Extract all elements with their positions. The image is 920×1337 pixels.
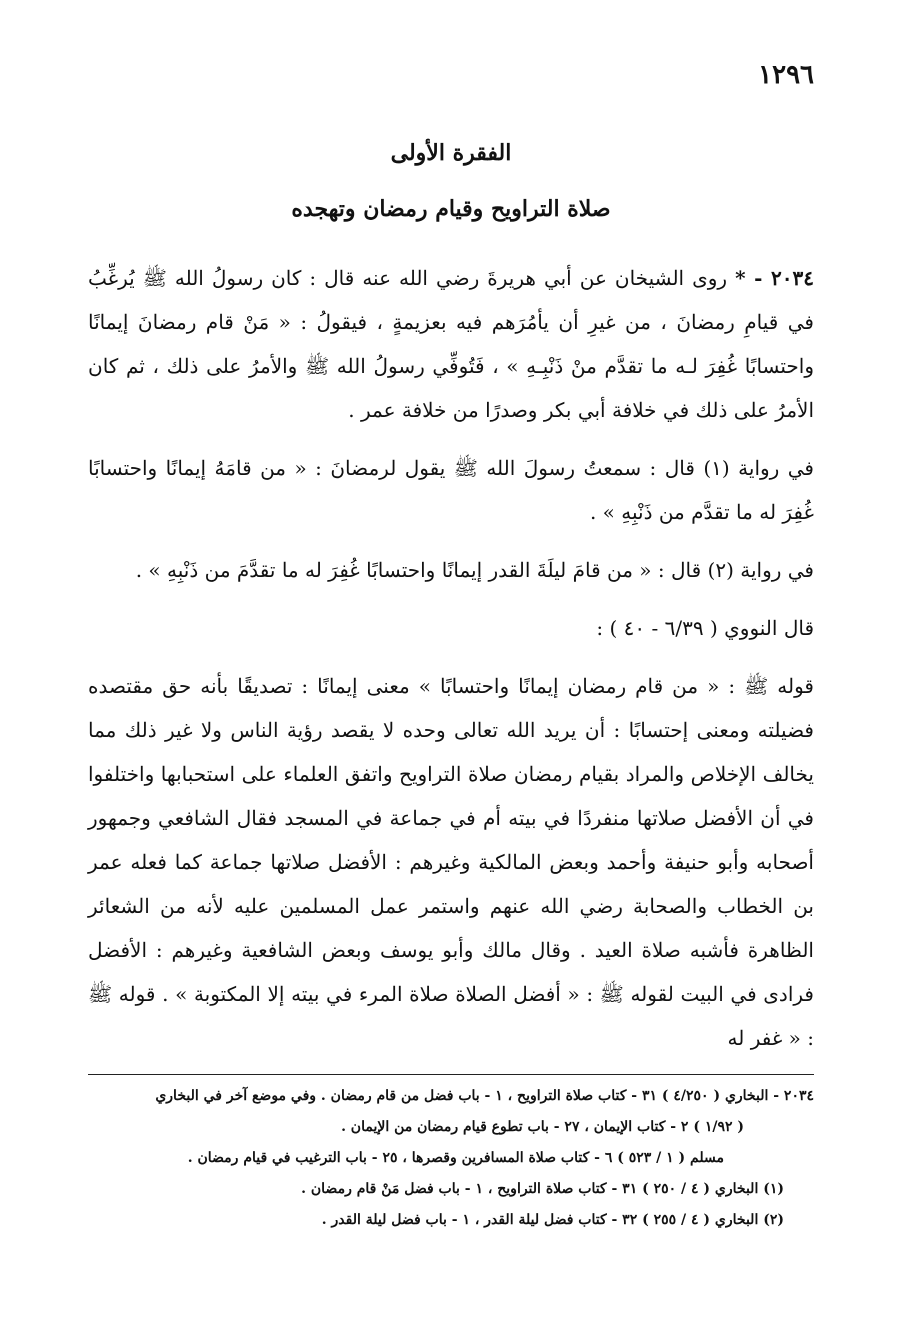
page-number: ١٢٩٦ [758,60,814,90]
riwaya-2: في رواية (٢) قال : « من قامَ ليلَةَ القدر إيمانًا واحتسابًا غُفِرَ له ما تقدَّمَ من ذَنْبِهِ » . [135,558,814,582]
riwaya-1: في رواية (١) قال : سمعتُ رسولَ الله ﷺ يقول لرمضانَ : « من قامَهُ إيمانًا واحتسابًا غُفِرَ له ما تقدَّم من ذَنْبِهِ » . [88,456,814,524]
footnote-2: (٢) البخاري ( ٤ / ٢٥٥ ) ٣٢ - كتاب فضل ليلة القدر ، ١ - باب فضل ليلة القدر . [321,1212,784,1228]
footnote-muslim: مسلم ( ١ / ٥٢٣ ) ٦ - كتاب صلاة المسافرين وقصرها ، ٢٥ - باب الترغيب في قيام رمضان . [187,1150,724,1166]
commentary-paragraph: قوله ﷺ : « من قام رمضان إيمانًا واحتسابًا » معنى إيمانًا : تصديقًا بأنه حق مقتصده فضيلته ومعنى إحتسابًا : أن يريد الله تعالى وحده لا يقصد رؤية الناس ولا غير ذلك مما يخالف الإخلاص والمراد بقيام رمضان صلاة التراويح واتفق العلماء على استحبابها واختلفوا في أن الأفضل صلاتها منفردًا في بيته أم في جماعة في المسجد فقال الشافعي وجمهور أصحابه وأبو حنيفة وأحمد وبعض المالكية وغيرهم : الأفضل صلاتها جماعة كما فعله عمر بن الخطاب والصحابة رضي الله عنهم واستمر عمل المسلمين عليه لأنه من الشعائر الظاهرة فأشبه صلاة العيد . وقال مالك وأبو يوسف وبعض الشافعية وغيرهم : الأفضل فرادى في البيت لقوله ﷺ : « أفضل الصلاة صلاة المرء في بيته إلا المكتوبة » . قوله ﷺ : « غفر له [88,674,814,1050]
section-title: الفقرة الأولى [390,140,512,166]
footnote-1: (١) البخاري ( ٤ / ٢٥٠ ) ٣١ - كتاب صلاة التراويح ، ١ - باب فضل مَنْ قام رمضان . [301,1181,784,1197]
hadith-paragraph [88,256,814,432]
book-page [88,0,814,1337]
section-subtitle: صلاة التراويح وقيام رمضان وتهجده [291,196,611,222]
footnote-main-cont: ( ١/٩٢ ) ٢ - كتاب الإيمان ، ٢٧ - باب تطوع قيام رمضان من الإيمان . [341,1119,744,1135]
footnote-main: ٢٠٣٤ - البخاري ( ٤/٢٥٠ ) ٣١ - كتاب صلاة التراويح ، ١ - باب فضل من قام رمضان . وفي موضع آخر في البخاري [155,1088,814,1104]
hadith-number: ٢٠٣٤ - * [735,266,815,290]
hadith-text: روى الشيخان عن أبي هريرةَ رضي الله عنه قال : كان رسولُ الله ﷺ يُرغِّبُ في قيامِ رمضانَ ، من غيرِ أن يأمُرَهم فيه بعزيمةٍ ، فيقولُ : « مَنْ قام رمضانَ إيمانًا واحتسابًا غُفِرَ لـه ما تقدَّم منْ ذَنْبِـهِ » ، فَتُوفِّي رسولُ الله ﷺ والأمرُ على ذلك ، ثم كان الأمرُ على ذلك في خلافة أبي بكر وصدرًا من خلافة عمر . [88,266,814,422]
main-text [88,256,814,1074]
footnotes [88,1074,814,1236]
nawawi-intro: قال النووي ( ٦/٣٩ - ٤٠ ) : [596,616,814,640]
